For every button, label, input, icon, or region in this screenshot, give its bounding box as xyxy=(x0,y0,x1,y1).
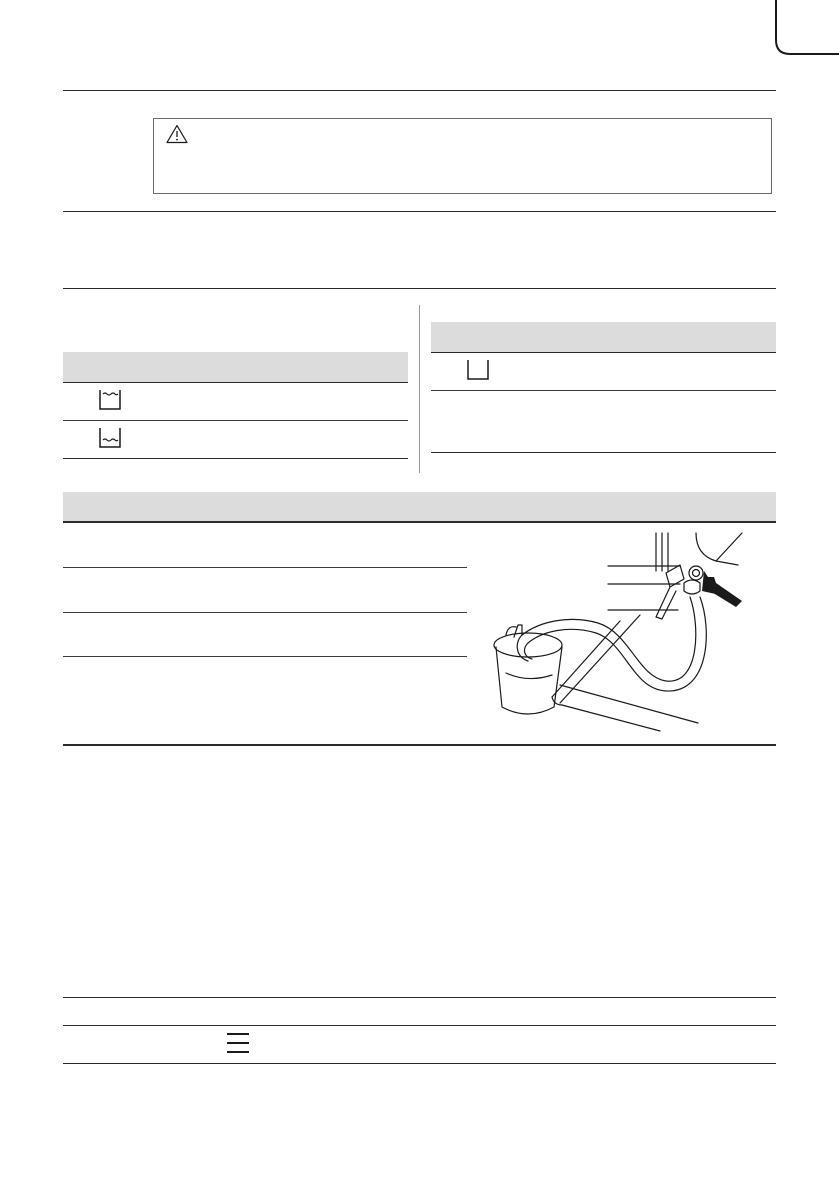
left-table-header xyxy=(63,352,408,382)
water-tank-low-icon xyxy=(98,427,122,449)
right-table-header xyxy=(431,322,776,352)
section-rule xyxy=(63,288,776,289)
table-rule xyxy=(431,352,776,353)
main-table-header xyxy=(63,492,776,522)
table-rule xyxy=(63,567,467,568)
table-rule xyxy=(63,744,776,746)
table-rule xyxy=(431,452,776,453)
page-edge-mark xyxy=(770,0,839,60)
water-tank-empty-icon xyxy=(466,359,490,381)
section-rule xyxy=(63,1025,776,1026)
table-rule xyxy=(63,420,408,421)
table-rule xyxy=(431,390,776,391)
section-rule xyxy=(63,211,776,212)
table-rule xyxy=(63,458,408,459)
table-rule xyxy=(63,612,467,613)
table-rule xyxy=(63,521,776,523)
table-rule xyxy=(63,656,467,657)
warning-triangle-icon xyxy=(166,124,188,144)
menu-icon xyxy=(227,1033,249,1053)
section-rule xyxy=(63,1063,776,1064)
column-divider xyxy=(419,305,420,473)
section-rule xyxy=(63,90,776,91)
warning-box xyxy=(153,118,772,194)
water-drain-hose-illustration xyxy=(470,525,776,741)
section-rule xyxy=(63,997,776,998)
water-tank-full-icon xyxy=(98,389,122,411)
table-rule xyxy=(63,382,408,383)
